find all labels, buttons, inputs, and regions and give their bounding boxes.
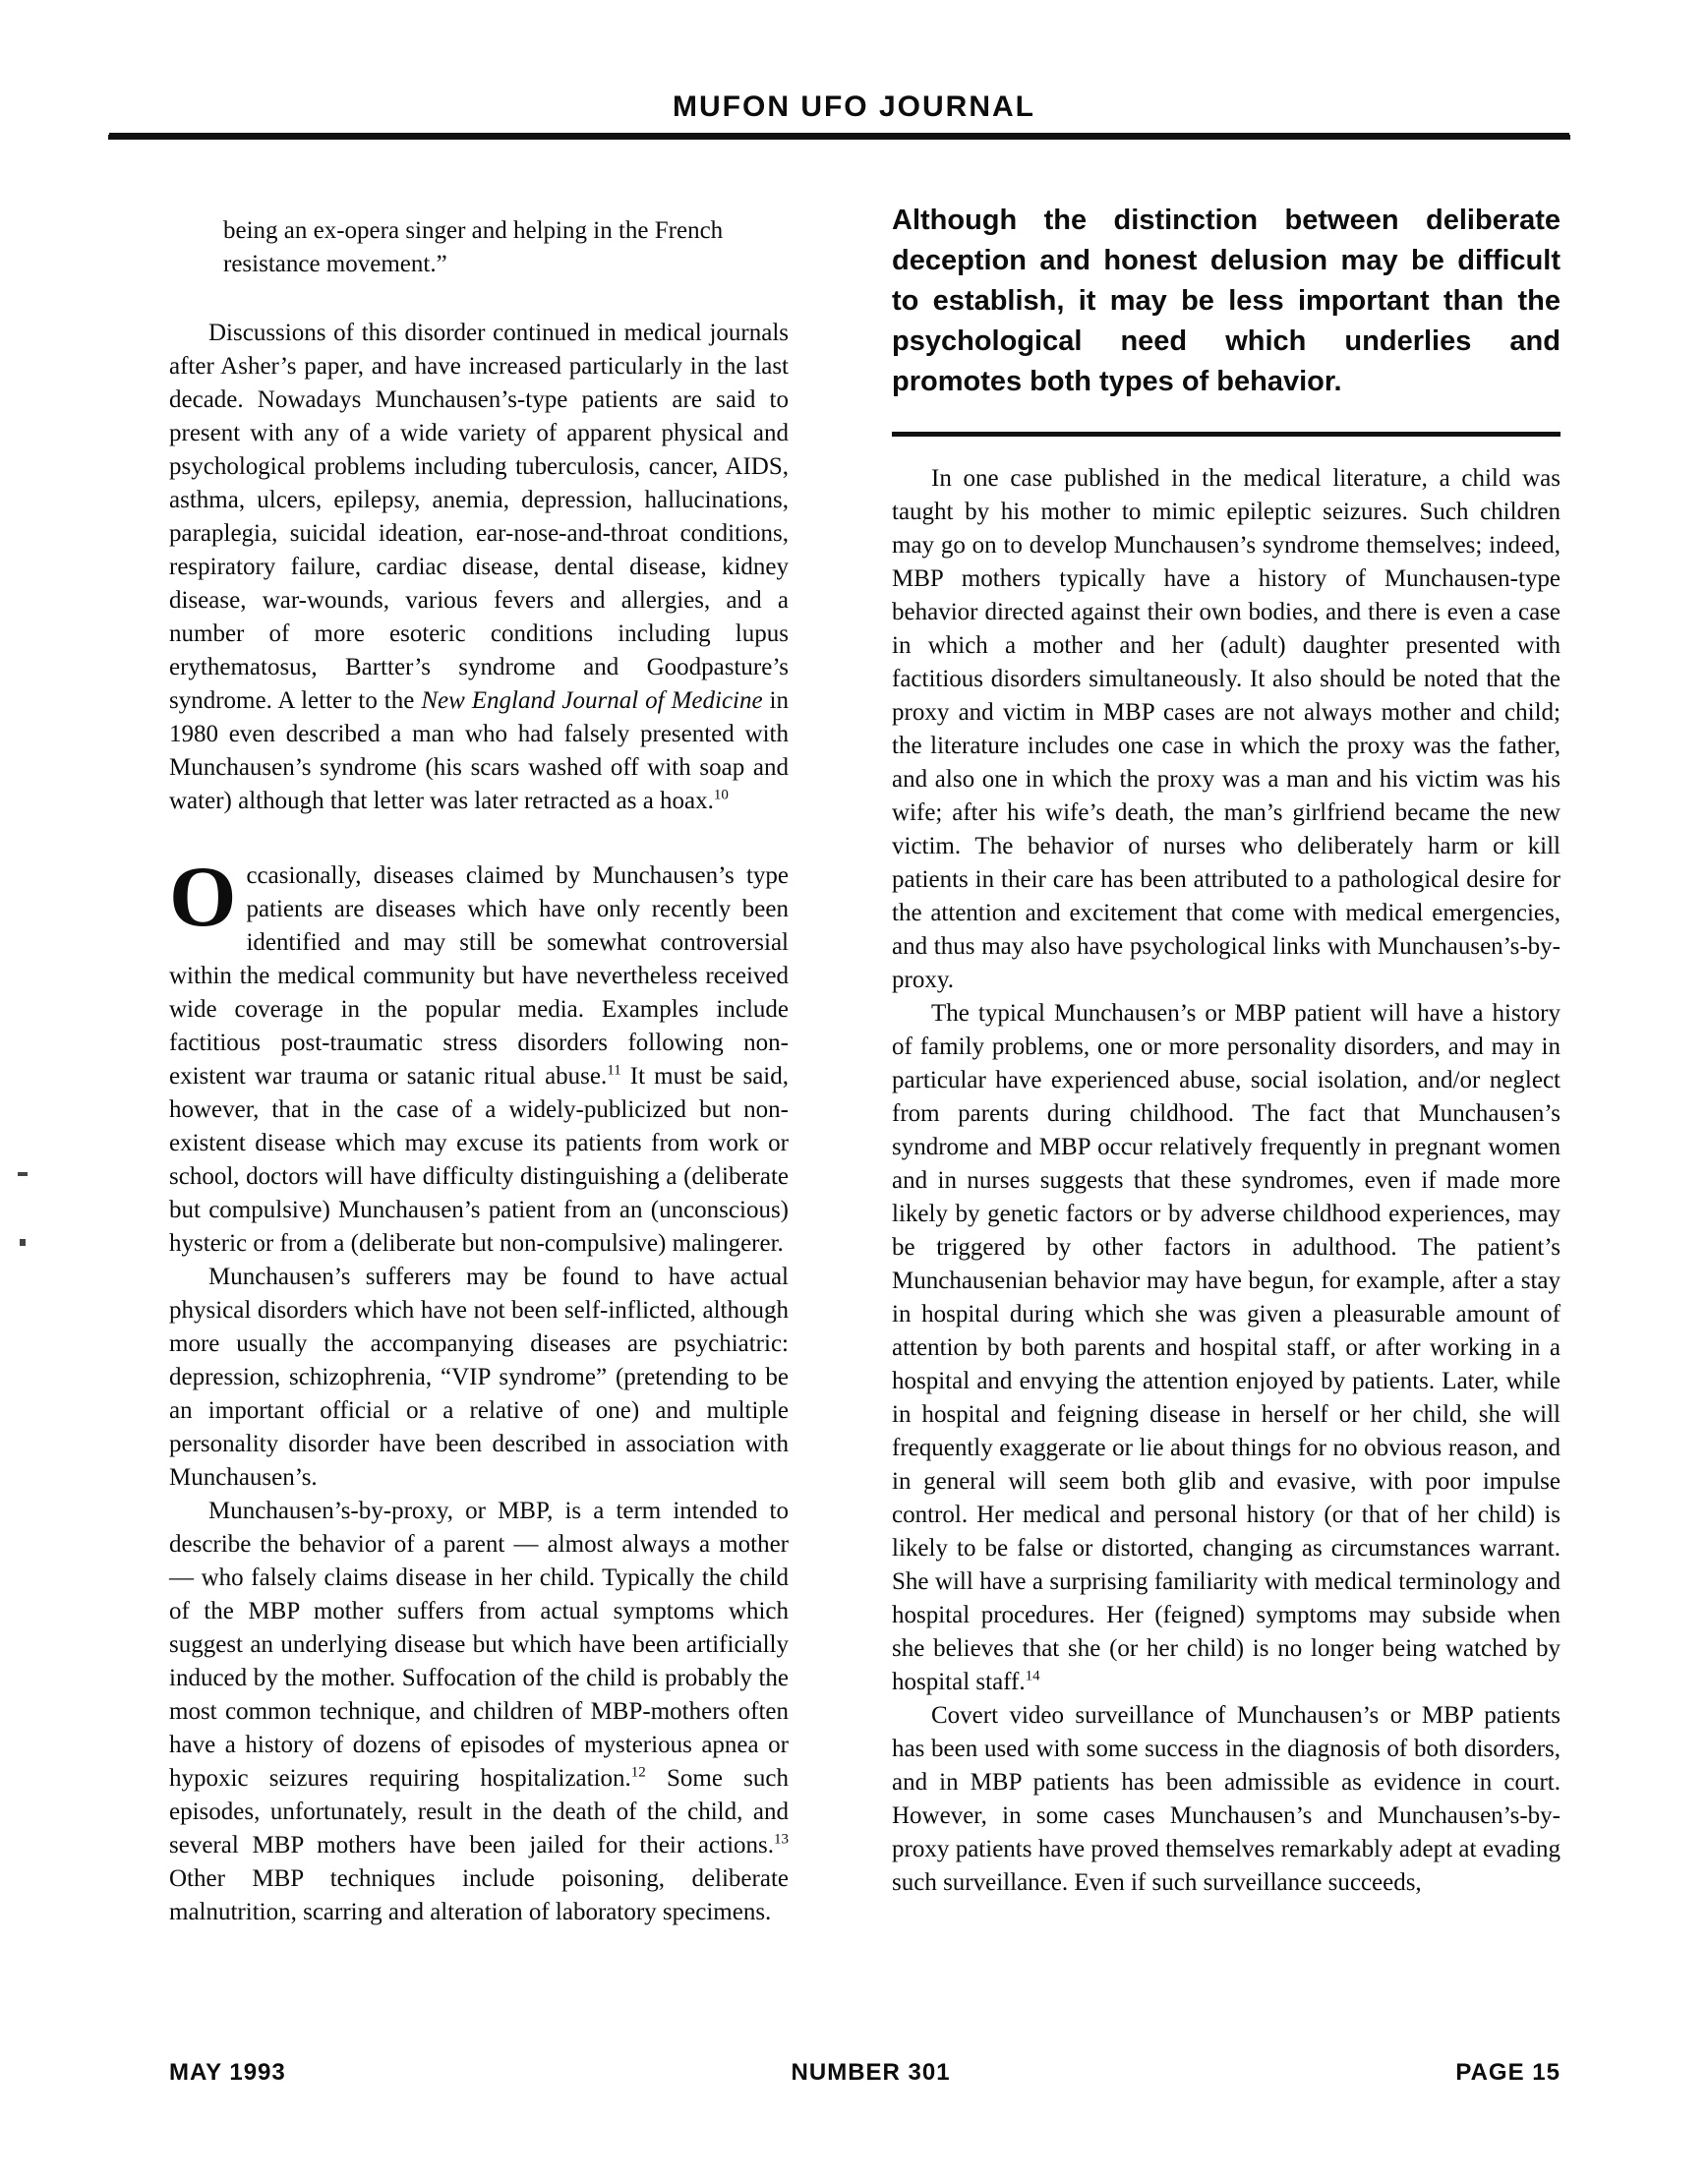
footnote-reference: 14 (1025, 1668, 1040, 1684)
article-paragraph (169, 1261, 789, 1495)
text-segment: It must be said, however, that in the case of a widely-publicized but non-existent disease which may excuse its patients from work or school, doctors will have difficulty distinguishing a (deliberate but compulsive) Munchausen’s patient from an (unconscious) hysteric or from a (deliberate but non-compulsive) malingerer. (169, 1063, 789, 1257)
text-segment: ccasionally, diseases claimed by Munchausen’s type patients are diseases which have only recently been identified and may still be somewhat controversial within the medical community but have nevertheless received wide coverage in the popular media. Examples include factitious post-traumatic stress disorders following non-existent war trauma or satanic ritual abuse. (169, 862, 789, 1090)
footnote-reference: 10 (713, 787, 729, 803)
text-segment: The typical Munchausen’s or MBP patient will have a history of family problems, one or more personality disorders, and may in particular have experienced abuse, social isolation, and/or neglect from parents during childhood. The fact that Munchausen’s syndrome and MBP occur relatively frequently in pregnant women and in nurses suggests that these syndromes, even if made more likely by genetic factors or by adverse childhood experiences, may be triggered by other factors in adulthood. The patient’s Munchausenian behavior may have begun, for example, after a stay in hospital during which she was given a pleasurable amount of attention by both parents and hospital staff, or after working in a hospital and envying the attention enjoyed by patients. Later, while in hospital and feigning disease in herself or her child, she will frequently exaggerate or lie about things for no obvious reason, and in general will seem both glib and evasive, with poor impulse control. Her medical and personal history (or that of her child) is likely to be false or distorted, changing as circumstances warrant. She will have a surprising familiarity with medical terminology and hospital procedures. Her (feigned) symptoms may subside when she believes that she (or her child) is no longer being watched by hospital staff. (892, 1000, 1561, 1695)
text-segment: Discussions of this disorder continued in medical journals after Asher’s paper, and have increased particularly in the last decade. Nowadays Munchausen’s-type patients are said to present with any of a wide variety of apparent physical and psychological problems including tuberculosis, cancer, AIDS, asthma, ulcers, epilepsy, anemia, depression, hallucinations, paraplegia, suicidal ideation, ear-nose-and-throat conditions, respiratory failure, cardiac disease, dental disease, kidney disease, war-wounds, various fevers and allergies, and a number of more esoteric conditions including lupus erythematosus, Bartter’s syndrome and Goodpasture’s syndrome. A letter to the (169, 320, 789, 714)
article-paragraph (169, 1495, 789, 1929)
page-footer (169, 2059, 1561, 2087)
text-segment: Other MBP techniques include poisoning, deliberate malnutrition, scarring and alteration of laboratory specimens. (169, 1865, 789, 1925)
text-segment: being an ex-opera singer and helping in the French resistance movement.” (223, 217, 724, 277)
text-segment: Some such episodes, unfortunately, result in the death of the child, and several MBP mothers have been jailed for their actions. (169, 1765, 789, 1858)
article-paragraph (169, 850, 789, 1261)
article-paragraph (892, 1699, 1561, 1900)
scan-artifact (20, 1239, 26, 1246)
scan-artifact (18, 1172, 28, 1176)
drop-cap: O (169, 850, 237, 945)
header-rule (108, 135, 1570, 140)
footnote-reference: 11 (607, 1062, 621, 1079)
text-segment: in 1980 even described a man who had falsely presented with Munchausen’s syndrome (his scars washed off with soap and water) although that letter was later retracted as a hoax. (169, 687, 790, 814)
article-paragraph (169, 317, 789, 818)
footnote-reference: 12 (630, 1764, 646, 1781)
article-body (169, 201, 1561, 1929)
text-segment: In one case published in the medical literature, a child was taught by his mother to mimic epileptic seizures. Such children may go on to develop Munchausen’s syndrome themselves; indeed, MBP mothers typically have a history of Munchausen-type behavior directed against their own bodies, and there is even a case in which a mother and her (adult) daughter presented with factitious disorders simultaneously. It also should be noted that the proxy and victim in MBP cases are not always mother and child; the literature includes one case in which the proxy was the father, and also one in which the proxy was a man and his victim was his wife; after his wife’s death, the man’s girlfriend became the new victim. The behavior of nurses who deliberately harm or kill patients in their care has been attributed to a pathological desire for the attention and excitement that come with medical emergencies, and thus may also have psychological links with Munchausen’s-by-proxy. (892, 465, 1561, 993)
text-segment: New England Journal of Medicine (421, 687, 763, 714)
journal-masthead: MUFON UFO JOURNAL (673, 90, 1035, 123)
footer-issue-date: MAY 1993 (169, 2059, 286, 2086)
text-segment: Munchausen’s sufferers may be found to have actual physical disorders which have not been self-inflicted, although more usually the accompanying diseases are psychiatric: depression, schizophrenia, “VIP syndrome” (pretending to be an important official or a relative of one) and multiple personality disorder have been described in association with Munchausen’s. (169, 1264, 789, 1491)
pull-quote-callout: Although the distinction between deliberate deception and honest delusion may be difficult to establish, it may be less important than the psychological need which underlies and promotes both types of behavior. (892, 205, 1561, 397)
text-segment: Covert video surveillance of Munchausen’s or MBP patients has been used with some success in the diagnosis of both disorders, and in MBP patients has been admissible as evidence in court. However, in some cases Munchausen’s and Munchausen’s-by-proxy patients have proved themselves remarkably adept at evading such surveillance. Even if such surveillance succeeds, (892, 1702, 1561, 1896)
footer-page-number: PAGE 15 (1455, 2059, 1561, 2086)
right-column (892, 201, 1561, 1929)
right-column-text (892, 462, 1561, 1900)
text-segment: Munchausen’s-by-proxy, or MBP, is a term intended to describe the behavior of a parent — almost always a mother — who falsely claims disease in her child. Typically the child of the MBP mother suffers from actual symptoms which suggest an underlying disease but which have been artificially induced by the mother. Suffocation of the child is probably the most common technique, and children of MBP-mothers often have a history of dozens of episodes of mysterious apnea or hypoxic seizures requiring hospitalization. (169, 1498, 789, 1792)
article-paragraph (892, 997, 1561, 1699)
footnote-reference: 13 (774, 1831, 789, 1848)
article-paragraph (892, 462, 1561, 997)
footer-issue-number: NUMBER 301 (791, 2059, 951, 2086)
article-paragraph (223, 214, 789, 281)
left-column (169, 201, 789, 1929)
callout-rule (892, 432, 1561, 437)
